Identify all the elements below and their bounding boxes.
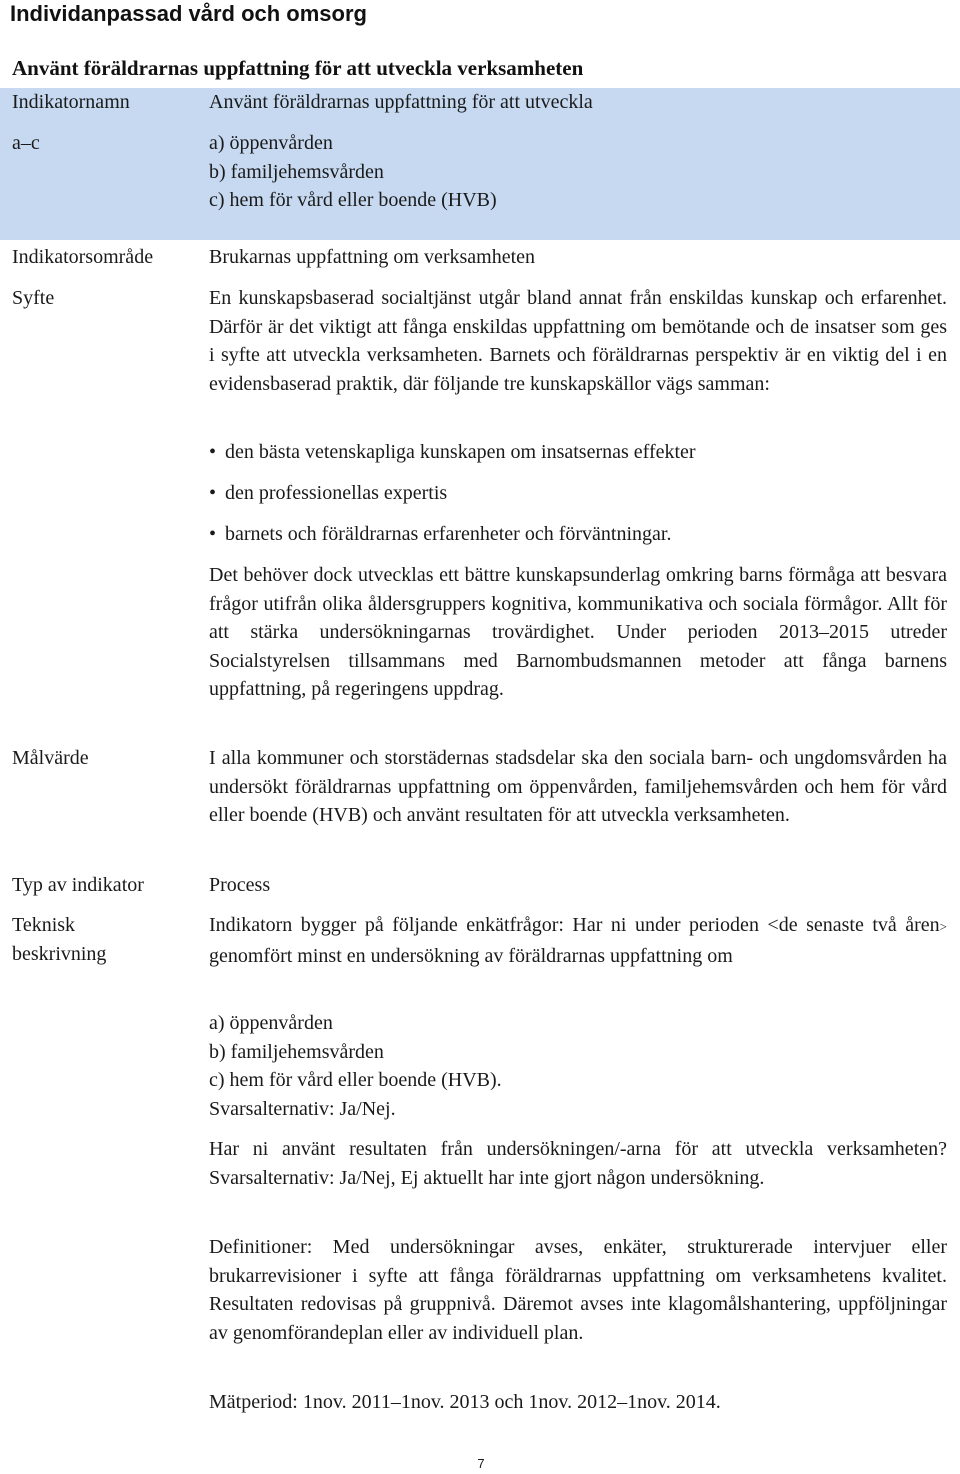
option-b: b) familjehemsvården: [209, 160, 384, 183]
option-c: c) hem för vård eller boende (HVB): [209, 189, 497, 211]
answer-alternatives: Svarsalternativ: Ja/Nej.: [209, 1097, 396, 1120]
value-indikatornamn: Använt föräldrarnas uppfattning för att utveckla: [209, 91, 593, 113]
indikator-options: [209, 129, 947, 215]
label-teknisk-line2: beskrivning: [12, 942, 107, 965]
option-b: b) familjehemsvården: [209, 1040, 384, 1063]
teknisk-options: [209, 1009, 947, 1123]
label-teknisk-beskrivning: [12, 911, 197, 968]
teknisk-p1-part-b: genomfört minst en undersökning av föräldrarnas uppfattning om: [209, 944, 733, 967]
bullet-item: • barnets och föräldrarnas erfarenheter och förväntningar.: [209, 520, 947, 561]
label-teknisk-line1: Teknisk: [12, 914, 76, 936]
value-indikatorsomrade: Brukarnas uppfattning om verksamheten: [209, 246, 536, 268]
syfte-intro: En kunskapsbaserad socialtjänst utgår bland annat från enskildas kunskap och erfarenhet. Därför är det viktigt att fånga enskildas uppfattning om bemötande och de insatser som ges i syfte att utveckla verksamheten. Barnets och föräldrarnas perspektiv är en viktig del i en evidensbaserad praktik, där följande tre kunskapskällor vägs samman:: [209, 287, 947, 395]
label-malvarde: Målvärde: [12, 747, 89, 769]
teknisk-paragraph-2: Har ni använt resultaten från undersökningen/-arna för att utveckla verksamheten? Svarsalternativ: Ja/Nej, Ej aktuellt har inte gjort någon undersökning.: [209, 1138, 947, 1189]
label-indikatorsomrade: Indikatorsområde: [12, 246, 154, 268]
teknisk-period: Mätperiod: 1nov. 2011–1nov. 2013 och 1nov. 2012–1nov. 2014.: [209, 1391, 721, 1413]
value-malvarde: I alla kommuner och storstädernas stadsdelar ska den sociala barn- och ungdomsvården ha undersökt föräldrarnas uppfattning om öppenvården, familjehemsvården och hem för vård eller boende (HVB) och använt resultaten för att utveckla verksamheten.: [209, 747, 947, 826]
page-number: 7: [477, 1456, 485, 1471]
option-a: a) öppenvården: [209, 132, 333, 154]
label-typ-av-indikator: Typ av indikator: [12, 874, 144, 896]
section-heading: Individanpassad vård och omsorg: [10, 1, 367, 26]
label-syfte: Syfte: [12, 287, 55, 309]
teknisk-paragraph-1: [209, 911, 947, 970]
option-c: c) hem för vård eller boende (HVB).: [209, 1069, 502, 1091]
page-title: Använt föräldrarnas uppfattning för att utveckla verksamheten: [12, 56, 584, 80]
value-typ-av-indikator: Process: [209, 874, 271, 896]
label-a-c: a–c: [12, 132, 40, 154]
teknisk-p1-part-a: Indikatorn bygger på följande enkätfrågor: Har ni under perioden <de senaste två åren: [209, 914, 940, 936]
label-indikatornamn: Indikatornamn: [12, 91, 130, 113]
bullet-item: • den bästa vetenskapliga kunskapen om insatsernas effekter: [209, 438, 947, 479]
teknisk-p1-gt: >: [939, 919, 947, 934]
option-a: a) öppenvården: [209, 1012, 333, 1034]
teknisk-definitions: Definitioner: Med undersökningar avses, enkäter, strukturerade intervjuer eller brukarrevisioner i syfte att fånga föräldrarnas uppfattning om verksamhetens kvalitet. Resultaten redovisas på gruppnivå. Däremot avses inte klagomålshantering, uppföljningar av genomförandeplan eller av individuell plan.: [209, 1236, 947, 1344]
bullet-item: • den professionellas expertis: [209, 479, 947, 520]
syfte-outro: Det behöver dock utvecklas ett bättre kunskapsunderlag omkring barns förmåga att besvara frågor utifrån olika åldersgruppers kognitiva, kommunikativa och sociala förmågor. Allt för att stärka undersökningarnas trovärdighet. Under perioden 2013–2015 utreder Socialstyrelsen tillsammans med Barnombudsmannen metoder att fånga barnens uppfattning, på regeringens uppdrag.: [209, 564, 947, 700]
syfte-bullet-list: [209, 438, 947, 561]
